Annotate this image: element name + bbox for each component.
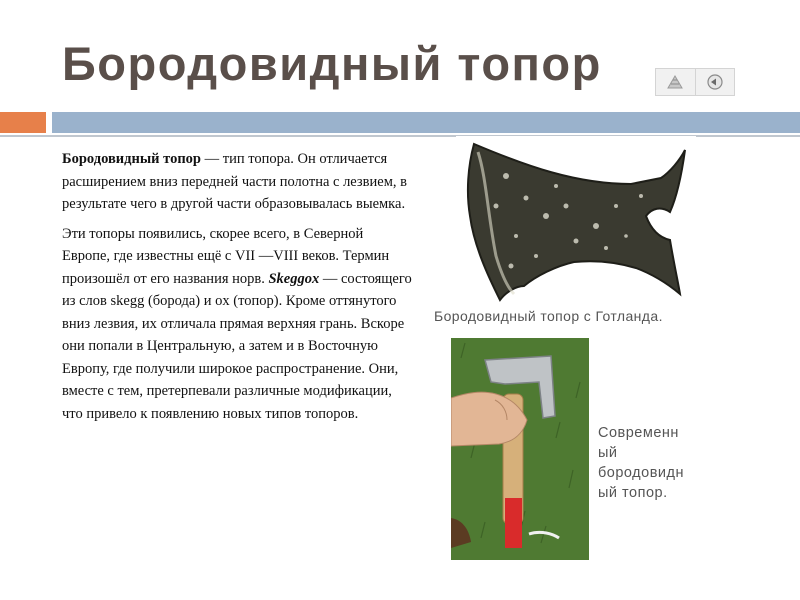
slide-toolbar <box>655 68 735 96</box>
accent-bar-blue <box>52 112 800 133</box>
paragraph-1 <box>62 148 412 216</box>
paragraph-2 <box>62 223 412 426</box>
modern-axe-photo <box>451 338 589 560</box>
caption-line: бородовидн <box>598 465 684 481</box>
modern-axe-illustration <box>451 338 589 560</box>
slide-title: Бородовидный топор <box>62 37 602 90</box>
axe-head-illustration <box>456 136 696 306</box>
back-button[interactable] <box>695 69 735 95</box>
caption-line: ый топор. <box>598 485 668 501</box>
back-arrow-icon <box>706 73 724 91</box>
paragraph-2-text-b: — состоящего из слов skegg (борода) и ox (топор). Кроме оттянутого вниз лезвия, их отличала прямая верхняя грань. Вскоре они попали в Центральную, а затем и в Восточную Европу, где получили широкое распространение. Они, вместе с тем, претерпевали различные модификации, что привело к появлению новых типов топоров. <box>62 270 412 422</box>
accent-bar-orange <box>0 112 46 133</box>
image-2-caption <box>598 423 708 503</box>
paragraph-1-text: — тип топора. Он отличается расширением вниз передней части полотна с лезвием, в результате чего в другой части образовывалась выемка. <box>62 151 407 212</box>
paragraph-2-text-a: Эти топоры появились, скорее всего, в Северной Европе, где известны ещё с VII —VIII веков. Термин произошёл от его названия норв. <box>62 225 390 287</box>
term-bold: Бородовидный топор <box>62 151 201 167</box>
pyramid-button[interactable] <box>656 69 695 95</box>
body-text <box>62 148 412 432</box>
caption-line: Современн <box>598 425 679 441</box>
pyramid-icon <box>666 74 684 90</box>
term-italic: Skeggox <box>268 270 320 287</box>
caption-line: ый <box>598 445 618 461</box>
gotland-axe-image <box>456 136 696 306</box>
image-1-caption: Бородовидный топор с Готланда. <box>434 308 663 324</box>
